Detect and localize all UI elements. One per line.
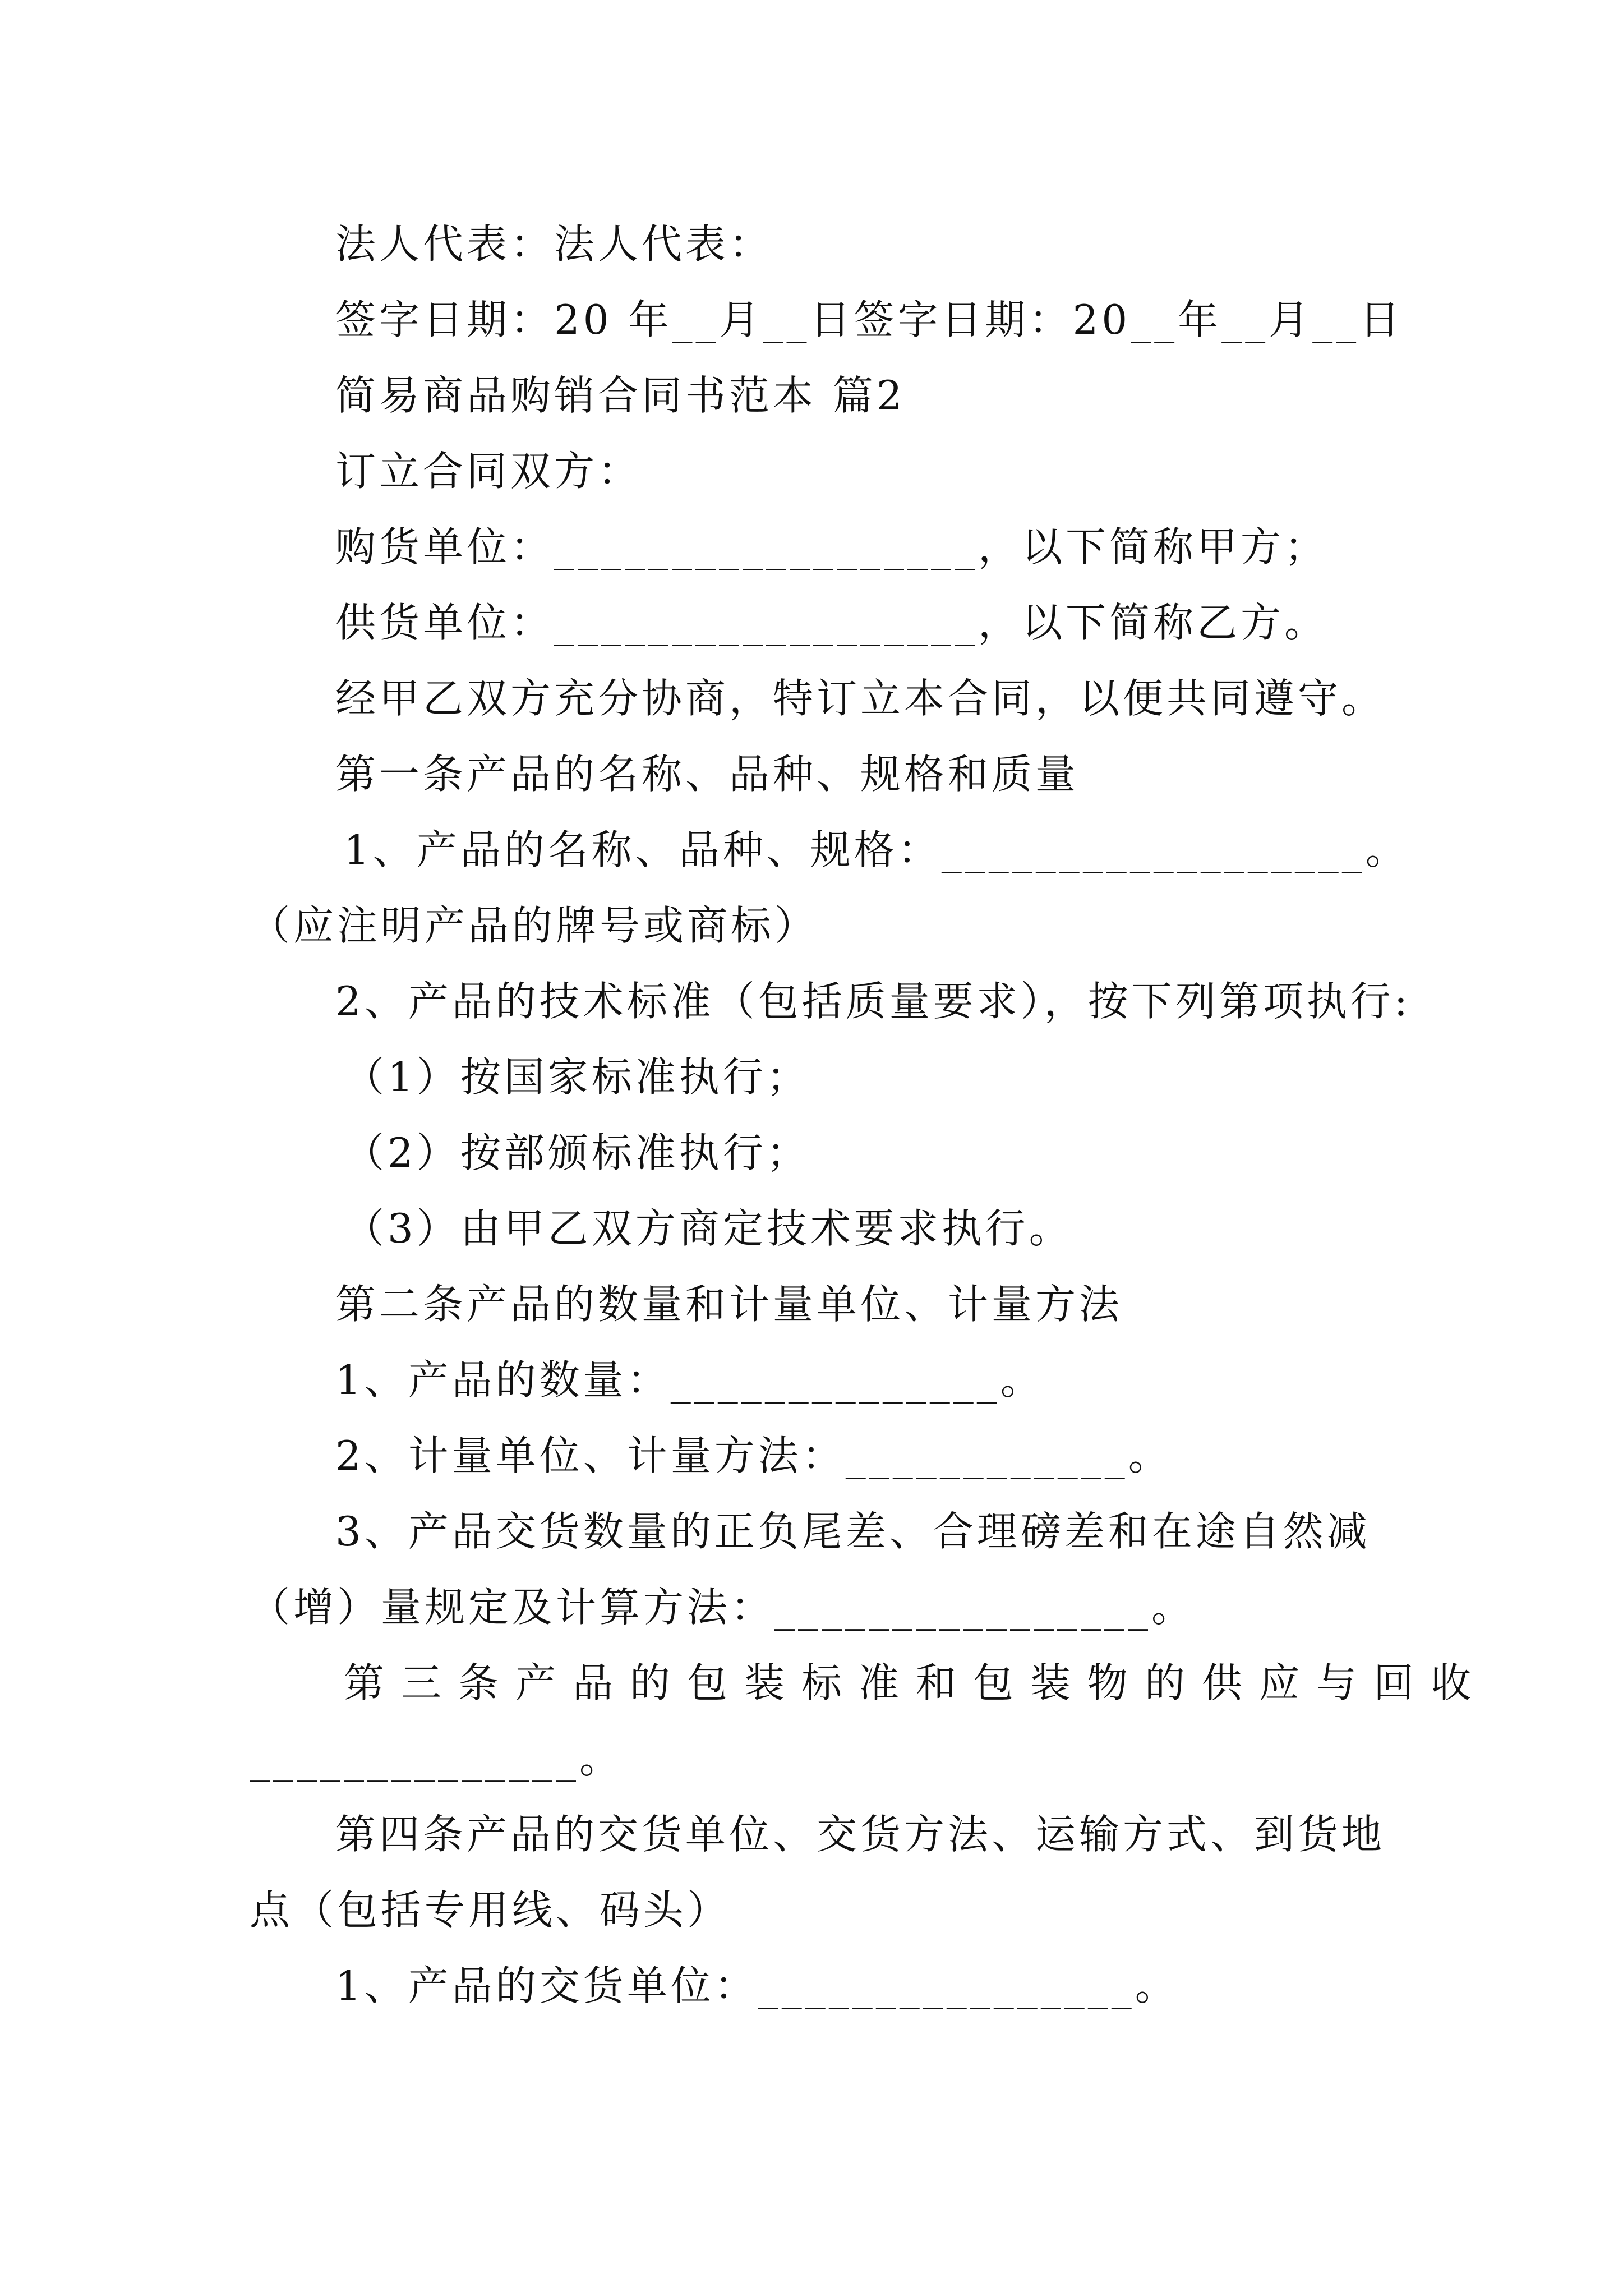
agreement-paragraph: 经甲乙双方充分协商，特订立本合同，以便共同遵守。 [335,675,1386,722]
article-2-heading: 第二条产品的数量和计量单位、计量方法 [335,1281,1123,1328]
article-1-item-1-note: （应注明产品的牌号或商标） [250,902,819,949]
article-2-item-3: 3、产品交货数量的正负尾差、合理磅差和在途自然减 [335,1508,1371,1555]
article-1-item-2: 2、产品的技术标准（包括质量要求），按下列第项执行: [335,978,1412,1025]
buyer-line: 购货单位：__________________，以下简称甲方； [335,523,1329,570]
article-3-heading: 第三条产品的包装标准和包装物的供应与回收 [344,1659,1488,1706]
article-4-item-1: 1、产品的交货单位：________________。 [335,1962,1179,2009]
article-2-item-2: 2、计量单位、计量方法：____________。 [335,1432,1172,1479]
article-1-item-1: 1、产品的名称、品种、规格：__________________。 [344,826,1409,873]
article-4-heading-cont: 点（包括专用线、码头） [250,1887,731,1934]
parties-heading: 订立合同双方： [335,448,642,495]
option-3: （3）由甲乙双方商定技术要求执行。 [344,1205,1073,1252]
article-1-heading: 第一条产品的名称、品种、规格和质量 [335,751,1080,798]
article-3-blank: ______________。 [250,1735,623,1782]
article-2-item-3-cont: （增）量规定及计算方法：________________。 [250,1584,1196,1631]
signing-date-line: 签字日期：20 年__月__日签字日期：20__年__月__日 [335,296,1404,343]
option-1: （1）按国家标准执行； [344,1053,810,1101]
article-2-item-1: 1、产品的数量：______________。 [335,1356,1044,1404]
article-4-heading: 第四条产品的交货单位、交货方法、运输方式、到货地 [335,1811,1386,1858]
section-title: 简易商品购销合同书范本 篇2 [335,372,906,419]
option-2: （2）按部颁标准执行； [344,1129,810,1176]
supplier-line: 供货单位：__________________，以下简称乙方。 [335,599,1329,646]
legal-representative-line: 法人代表：法人代表： [335,220,773,268]
